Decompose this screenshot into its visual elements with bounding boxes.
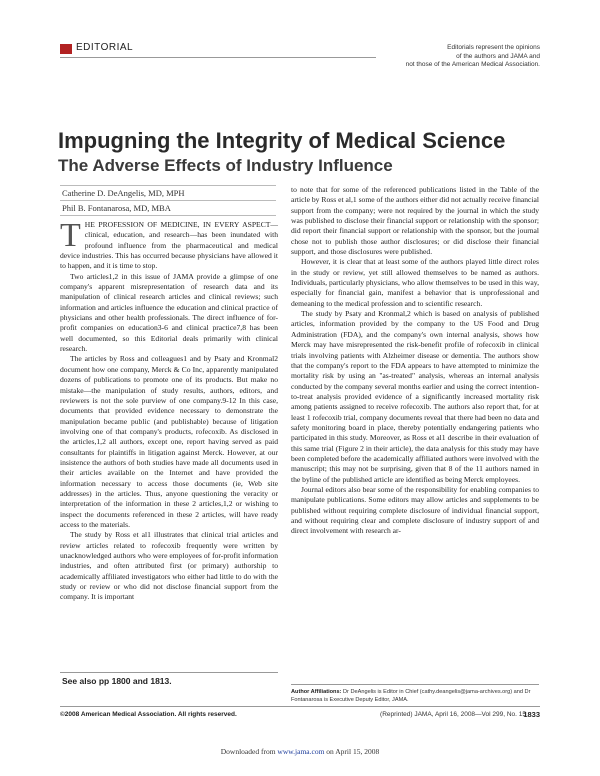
body-column-left [60, 217, 278, 603]
see-also-rule [60, 672, 278, 673]
body-paragraph: The study by Psaty and Kronmal,2 which is based on analysis of published articles, information provided by the company to the US Food and Drug Administration (FDA), and the company's own internal analysis, shows how Merck may have misrepresented the risk-benefit profile of rofecoxib in clinical trials involving patients with Alzheimer disease or dementia. The authors show that the company's report to the FDA appears to have attempted to minimize the mortality risk by using an "as-treated" analysis, whereas an internal analysis conducted by the company several months earlier and using the correct intention-to-treat analysis provided evidence of a significantly increased mortality risk among patients assigned to receive rofecoxib. The authors also report that, for at least 1 rofecoxib trial, company documents reveal that there had been no data and safety monitoring board in place, thereby potentially endangering patients who participated in this study. Moreover, as Ross et al1 describe in their evaluation of this same trial (Figure 2 in their article), the data analysis for this study may have been completed before the academically affiliated authors were involved with the manuscript; this may not be surprising, given that 8 of the 11 authors named in the byline of the published article are identified as being Merck employees. [291, 309, 539, 484]
body-paragraph: The study by Ross et al1 illustrates that clinical trial articles and review articles related to rofecoxib frequently were written by unacknowledged authors who were employees of for-profit information industries, and often attributed first (or primary) authorship to academically affiliated investigators who either had little to do with the study or review or who did not disclose financial support from the company. It is important [60, 530, 278, 602]
body-paragraph: Two articles1,2 in this issue of JAMA provide a glimpse of one company's apparent misrepresentation of research data and its manipulation of clinical research articles and clinical reviews; such information and articles influence the education and clinical practice of physicians and other health professionals. The direct influence of for-profit companies on education3-6 and clinical practice7,8 has been well documented, so this Editorial deals primarily with clinical research. [60, 271, 278, 354]
see-also-note: See also pp 1800 and 1813. [62, 676, 172, 686]
affiliations-label: Author Affiliations: [291, 689, 342, 695]
author-name: Phil B. Fontanarosa, MD, MBA [62, 203, 171, 213]
author-rule-middle [60, 200, 276, 201]
copyright: ©2008 American Medical Association. All rights reserved. [60, 711, 237, 718]
body-paragraph: However, it is clear that at least some of the authors played little direct roles in the study or review, yet still allowed themselves to be named as authors. Individuals, particularly physicians, who allow themselves to be used in this way, especially for financial gain, manifest a behavior that is unprofessional and demeaning to the medical profession and to scientific research. [291, 257, 539, 308]
section-marker [60, 44, 72, 54]
page-number: 1833 [523, 710, 540, 719]
article-subtitle: The Adverse Effects of Industry Influence [58, 156, 393, 175]
author-rule-bottom [60, 215, 276, 216]
header-rule [60, 57, 376, 58]
download-prefix: Downloaded from [220, 747, 276, 756]
article-title: Impugning the Integrity of Medical Science [58, 128, 506, 153]
download-suffix: on April 15, 2008 [326, 747, 380, 756]
disclaimer-line: not those of the American Medical Association. [405, 61, 540, 68]
drop-cap: T [60, 217, 81, 254]
author-affiliations [291, 684, 539, 704]
download-link[interactable]: www.jama.com [277, 747, 325, 756]
body-column-right [291, 185, 539, 537]
author-name: Catherine D. DeAngelis, MD, MPH [62, 188, 185, 198]
download-notice [0, 747, 600, 756]
section-label: EDITORIAL [76, 42, 134, 53]
body-paragraph: Journal editors also bear some of the responsibility for enabling companies to manipulate publications. Some editors may allow articles and supplements to be published without requiring complete disclosure of individual financial support, and without requiring clear and complete disclosure of industry support of and direct involvement with research ar- [291, 484, 539, 536]
body-paragraph: to note that for some of the referenced publications listed in the Table of the article by Ross et al,1 some of the authors either did not actually receive financial support from the company; were not required by the journal in which the study was published to disclose their financial support or relationship with the sponsor; did report their financial support or relationship with the sponsor, but the journal chose not to publish those author disclosures; or did disclose their financial support, and those disclosures were published. [291, 185, 539, 257]
body-paragraph: The articles by Ross and colleagues1 and by Psaty and Kronmal2 document how one company, Merck & Co Inc, apparently manipulated dozens of publications to promote one of its products. But make no mistake—the manipulation of study results, authors, editors, and reviewers is not the sole purview of one company.9-12 In this case, documents that provided evidence necessary to demonstrate the manipulation became public (and publishable) because of litigation involving one of that company's products, rofecoxib. As disclosed in the articles,1,2 all authors, except one, report having served as paid consultants for plaintiffs in litigation against Merck. However, at our insistence the authors of both studies have made all documents used in their articles available on the Internet and have provided the information necessary to access those documents (ie, Web site addresses) in the articles. Thus, anyone questioning the veracity or interpretation of the information in these 2 articles,1,2 or wishing to inspect the documents referenced in these 2 articles, will have ready access to the materials. [60, 354, 278, 529]
editorial-disclaimer [340, 44, 540, 70]
author-rule-top [60, 185, 276, 186]
body-paragraph: THE PROFESSION OF MEDICINE, IN EVERY ASPECT—clinical, education, and research—has been inundated with profound influence from the pharmaceutical and medical device industries. This has occurred because physicians have allowed it to happen, and it is time to stop. [60, 217, 278, 271]
affiliations-text: Dr DeAngelis is Editor in Chief (cathy.deangelis@jama-archives.org) and Dr Fontanarosa is Executive Deputy Editor, JAMA. [291, 689, 531, 703]
disclaimer-line: of the authors and JAMA and [456, 52, 540, 60]
disclaimer-line: Editorials represent the opinions [447, 44, 540, 51]
footer-rule [60, 706, 540, 707]
journal-reference: (Reprinted) JAMA, April 16, 2008—Vol 299, No. 15 [380, 711, 526, 718]
